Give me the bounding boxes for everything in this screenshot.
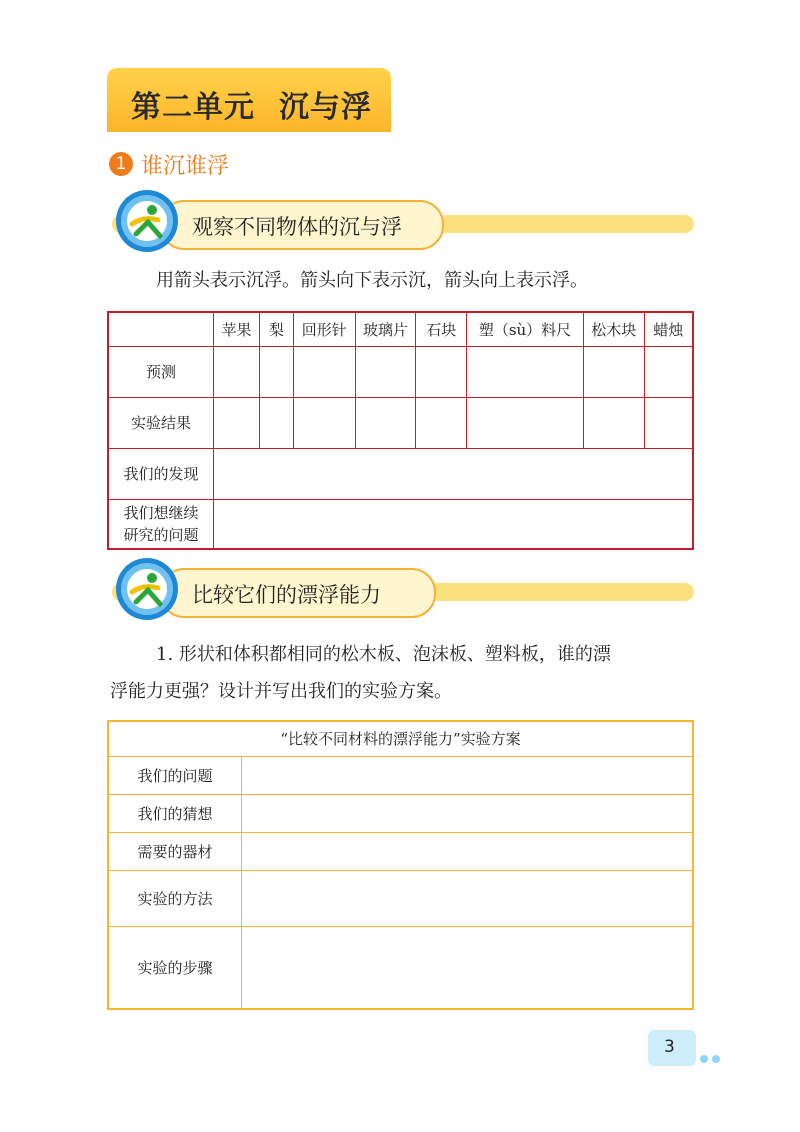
row-label-result: 实验结果 — [108, 397, 214, 448]
plan-row — [108, 832, 693, 870]
section-header-observe — [112, 198, 694, 258]
plan-row — [108, 756, 693, 794]
result-cell[interactable] — [293, 397, 355, 448]
questions-row — [108, 499, 693, 549]
row-label-questions — [108, 499, 214, 549]
object-header: 石块 — [416, 312, 467, 346]
object-header: 蜡烛 — [644, 312, 693, 346]
plan-row — [108, 794, 693, 832]
plan-label-materials: 需要的器材 — [108, 832, 242, 870]
prediction-cell[interactable] — [293, 346, 355, 397]
prediction-cell[interactable] — [583, 346, 644, 397]
result-cell[interactable] — [583, 397, 644, 448]
table-corner-cell — [108, 312, 214, 346]
observe-activity-icon — [114, 188, 180, 254]
lesson-heading — [109, 148, 229, 180]
prediction-cell[interactable] — [467, 346, 584, 397]
plan-label-method: 实验的方法 — [108, 870, 242, 926]
plan-answer-cell[interactable] — [242, 870, 693, 926]
prediction-cell[interactable] — [416, 346, 467, 397]
prediction-cell[interactable] — [259, 346, 293, 397]
result-cell[interactable] — [214, 397, 260, 448]
plan-answer-cell[interactable] — [242, 756, 693, 794]
object-header: 梨 — [259, 312, 293, 346]
lesson-number-badge: 1 — [109, 152, 133, 176]
questions-cell[interactable] — [214, 499, 693, 549]
result-cell[interactable] — [259, 397, 293, 448]
row-label-prediction: 预测 — [108, 346, 214, 397]
unit-banner — [107, 68, 391, 132]
section-header-compare — [112, 566, 694, 626]
row-label-findings: 我们的发现 — [108, 448, 214, 499]
section-pill — [160, 200, 444, 250]
table-header-row — [108, 312, 693, 346]
section-title: 比较它们的漂浮能力 — [192, 583, 381, 607]
findings-cell[interactable] — [214, 448, 693, 499]
page-number: 3 — [664, 1037, 675, 1057]
plan-answer-cell[interactable] — [242, 926, 693, 1009]
result-row — [108, 397, 693, 448]
questions-label-line1: 我们想继续 — [123, 503, 199, 522]
result-cell[interactable] — [355, 397, 416, 448]
question-line-2: 浮能力更强？设计并写出我们的实验方案。 — [110, 681, 452, 702]
result-cell[interactable] — [467, 397, 584, 448]
plan-answer-cell[interactable] — [242, 832, 693, 870]
result-cell[interactable] — [644, 397, 693, 448]
unit-name: 沉与浮 — [279, 90, 372, 125]
plan-row — [108, 926, 693, 1009]
question-line-1: 1. 形状和体积都相同的松木板、泡沫板、塑料板，谁的漂 — [156, 644, 611, 665]
object-header: 苹果 — [214, 312, 260, 346]
plan-answer-cell[interactable] — [242, 794, 693, 832]
prediction-cell[interactable] — [644, 346, 693, 397]
findings-row — [108, 448, 693, 499]
plan-title: “比较不同材料的漂浮能力”实验方案 — [108, 721, 693, 756]
prediction-row — [108, 346, 693, 397]
result-cell[interactable] — [416, 397, 467, 448]
unit-label: 第二单元 — [131, 90, 255, 125]
object-header: 塑（sù）料尺 — [467, 312, 584, 346]
plan-title-row — [108, 721, 693, 756]
experiment-plan-table — [107, 720, 694, 1010]
prediction-cell[interactable] — [214, 346, 260, 397]
plan-label-hypothesis: 我们的猜想 — [108, 794, 242, 832]
page-number-tab — [648, 1030, 696, 1066]
prediction-cell[interactable] — [355, 346, 416, 397]
object-header: 玻璃片 — [355, 312, 416, 346]
plan-row — [108, 870, 693, 926]
section-pill — [160, 568, 436, 618]
compare-activity-icon — [114, 556, 180, 622]
section-title: 观察不同物体的沉与浮 — [192, 215, 402, 239]
questions-label-line2: 研究的问题 — [123, 525, 199, 544]
page-dots-decoration — [700, 1048, 724, 1067]
object-header: 回形针 — [293, 312, 355, 346]
plan-label-steps: 实验的步骤 — [108, 926, 242, 1009]
plan-label-question: 我们的问题 — [108, 756, 242, 794]
instruction-text: 用箭头表示沉浮。箭头向下表示沉，箭头向上表示浮。 — [156, 270, 588, 291]
observation-table — [107, 311, 694, 550]
unit-title — [131, 82, 372, 126]
object-header: 松木块 — [583, 312, 644, 346]
lesson-title: 谁沉谁浮 — [141, 153, 230, 179]
